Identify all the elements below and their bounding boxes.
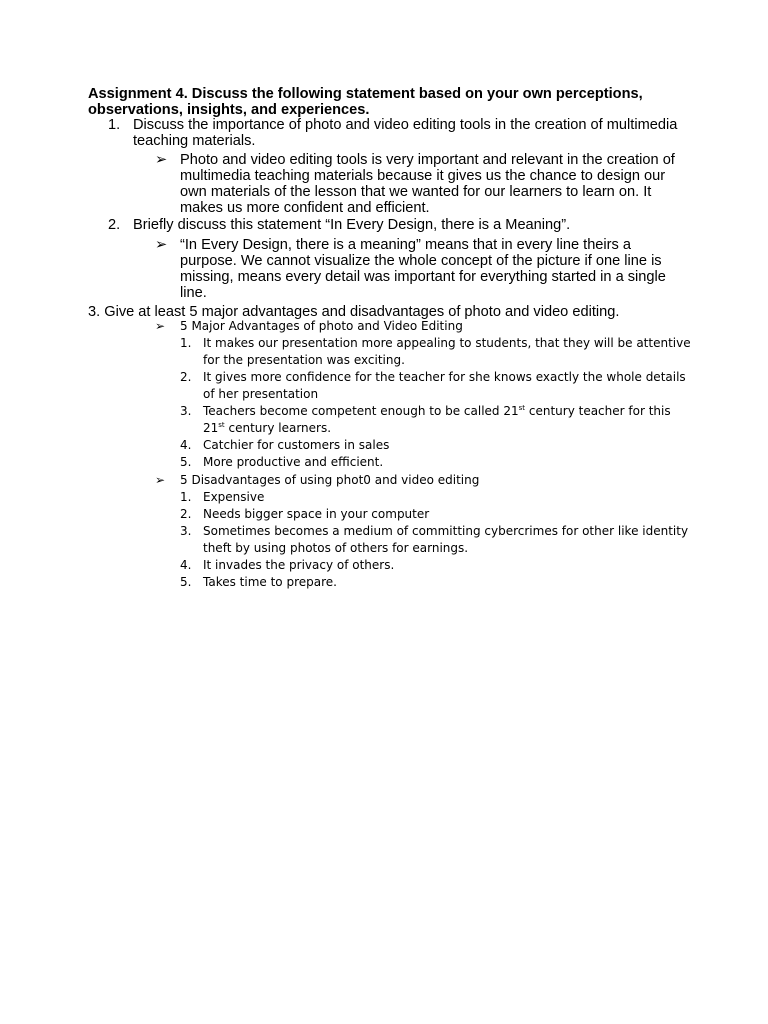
arrow-bullet-icon: ➢ [155,236,168,253]
disadvantages-list [178,489,693,591]
list-item: 1. Expensive [180,490,265,504]
question-3: 3. Give at least 5 major advantages and disadvantages of photo and video editing. [88,304,620,320]
list-item: 5. Takes time to prepare. [180,575,337,589]
list-item: 2. Needs bigger space in your computer [180,507,430,521]
answer-1 [155,152,685,216]
list-item: 4. Catchier for customers in sales [180,438,390,452]
arrow-bullet-icon: ➢ [155,473,166,487]
question-1-text: Discuss the importance of photo and video editing tools in the creation of multimedia teaching materials. [133,117,678,149]
list-item: 2. It gives more confidence for the teacher for she knows exactly the whole details of her presentation [180,370,686,401]
assignment-heading: Assignment 4. Discuss the following statement based on your own perceptions, observations, insights, and experiences. [88,86,643,118]
question-1-number: 1. [108,117,121,133]
list-item: 3. Sometimes becomes a medium of committing cybercrimes for other like identity theft by using photos of others for earnings. [180,524,689,555]
advantages-list [178,335,693,471]
answer-2-text: “In Every Design, there is a meaning” means that in every line theirs a purpose. We cannot visualize the whole concept of the picture if one line is missing, means every detail was important for everything started in a single line. [180,237,666,301]
answer-1-text: Photo and video editing tools is very important and relevant in the creation of multimedia teaching materials because it gives us the chance to design our own materials of the lesson that we wanted for our learners to learn on. It makes us more confident and efficient. [180,152,675,216]
list-item: 4. It invades the privacy of others. [180,558,395,572]
question-2 [108,217,698,233]
list-item: 3. Teachers become competent enough to be called 21st century teacher for this 21st century learners. [180,404,671,435]
question-2-text: Briefly discuss this statement “In Every Design, there is a Meaning”. [133,217,571,233]
advantages-title: 5 Major Advantages of photo and Video Editing [180,319,463,333]
question-2-number: 2. [108,217,121,233]
list-item: 1. It makes our presentation more appealing to students, that they will be attentive for the presentation was exciting. [180,336,691,367]
advantages-heading [155,318,695,335]
question-1 [108,117,698,149]
arrow-bullet-icon: ➢ [155,319,166,333]
list-item: 5. More productive and efficient. [180,455,384,469]
arrow-bullet-icon: ➢ [155,151,168,168]
disadvantages-title: 5 Disadvantages of using phot0 and video editing [180,473,480,487]
disadvantages-heading [155,472,695,489]
answer-2 [155,237,685,301]
